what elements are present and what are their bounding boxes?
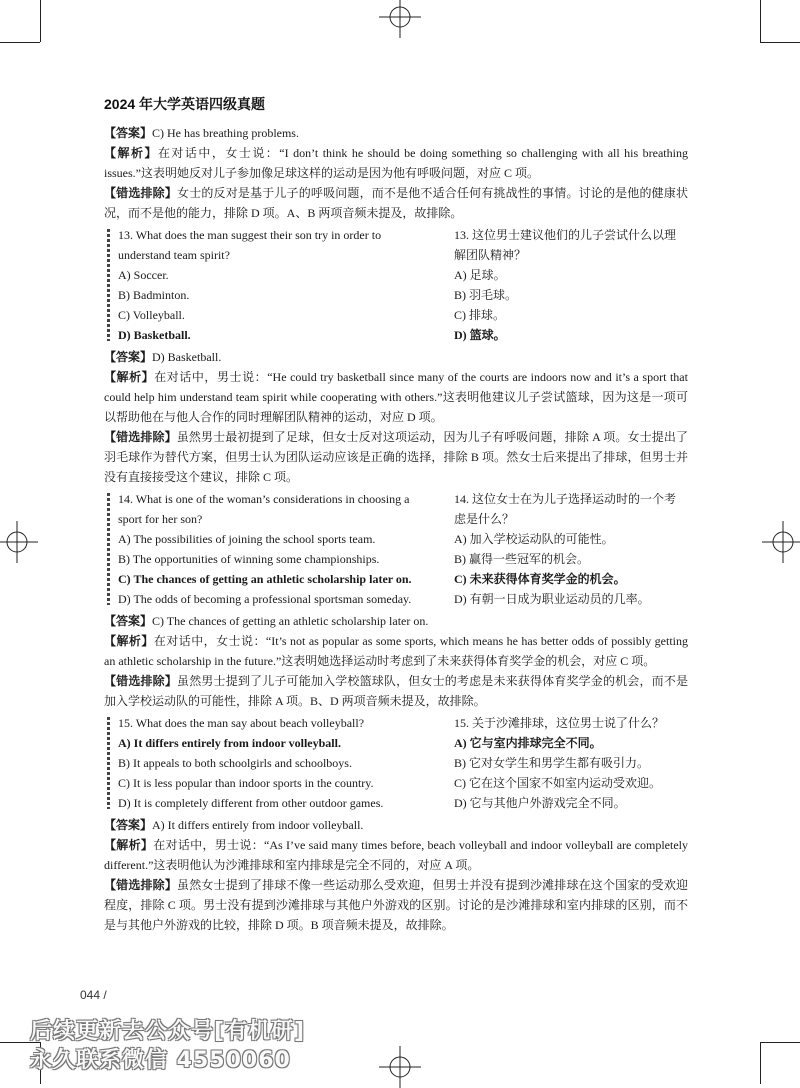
paragraph-text: 在对话中，女士说：“I don’t think he should be doing something so challenging with all his breathing issues.”这表明她反对儿子参加像足球这样的运动是因为他有呼吸问题，对应 C 项。 (104, 146, 688, 180)
registration-mark-icon (379, 1046, 421, 1088)
correct-option: D) Basketball. (118, 328, 191, 342)
section-tag: 【错选排除】 (104, 186, 178, 200)
paragraph-text: D) Basketball. (152, 350, 222, 364)
crop-mark (40, 0, 41, 42)
analysis-paragraph (104, 815, 688, 835)
analysis-paragraph (104, 875, 688, 935)
document-body (104, 123, 688, 935)
crop-mark (760, 1042, 761, 1084)
watermark-line-1: 后续更新去公众号[有机研] (30, 1019, 306, 1044)
registration-mark-icon (379, 0, 421, 38)
section-tag: 【解析】 (104, 634, 154, 648)
paragraph-text: 在对话中，男士说：“As I’ve said many times before, beach volleyball and indoor volleyball are completely different.”这表明他认为沙滩排球和室内排球是完全不同的，对应 A 项。 (104, 838, 688, 872)
question-stem: 15. What does the man say about beach volleyball? (118, 716, 365, 730)
question-chinese (454, 489, 688, 609)
crop-mark (760, 1042, 800, 1043)
answer-option: A) 加入学校运动队的可能性。 (454, 532, 614, 546)
answer-option: B) 它对女学生和男学生都有吸引力。 (454, 756, 650, 770)
question-english (118, 225, 454, 345)
crop-mark (760, 42, 800, 43)
paragraph-text: 在对话中，男士说：“He could try basketball since many of the courts are indoors now and it’s a sport that could help him understand team spirit while cooperating with others.”这表明他建议儿子尝试篮球，因为这是一项可以帮助他在与他人合作的同时理解团队精神的运动，对应 D 项。 (104, 370, 688, 424)
paragraph-text: C) The chances of getting an athletic scholarship later on. (152, 614, 429, 628)
answer-option: D) 有朝一日成为职业运动员的几率。 (454, 592, 650, 606)
section-tag: 【错选排除】 (104, 878, 178, 892)
watermark-line-2: 永久联系微信 4550060 (30, 1048, 291, 1073)
question-stem: 14. What is one of the woman’s considerations in choosing a (118, 492, 410, 506)
answer-option: B) 赢得一些冠军的机会。 (454, 552, 590, 566)
question-stem: understand team spirit? (118, 248, 230, 262)
question-stem: 13. 这位男士建议他们的儿子尝试什么以理 (454, 228, 677, 242)
answer-option: B) 羽毛球。 (454, 288, 518, 302)
analysis-paragraph (104, 671, 688, 711)
answer-option: C) It is less popular than indoor sports in the country. (118, 776, 374, 790)
question-block (104, 489, 688, 609)
question-english (118, 713, 454, 813)
correct-option: C) The chances of getting an athletic scholarship later on. (118, 572, 412, 586)
paragraph-text: C) He has breathing problems. (152, 126, 299, 140)
correct-option: A) It differs entirely from indoor volleyball. (118, 736, 341, 750)
answer-option: D) The odds of becoming a professional sportsman someday. (118, 592, 412, 606)
analysis-paragraph (104, 123, 688, 143)
answer-option: A) 足球。 (454, 268, 506, 282)
paragraph-text: 虽然女士提到了排球不像一些运动那么受欢迎，但男士并没有提到沙滩排球在这个国家的受欢迎程度，排除 C 项。男士没有提到沙滩排球与其他户外游戏的区别。讨论的是沙滩排球和室内排球的区别，而不是与其他户外游戏的比较，排除 D 项。B 项音频未提及，故排除。 (104, 878, 688, 932)
question-stem: 15. 关于沙滩排球，这位男士说了什么？ (454, 716, 665, 730)
question-block (104, 225, 688, 345)
answer-option: C) Volleyball. (118, 308, 185, 322)
answer-option: B) It appeals to both schoolgirls and schoolboys. (118, 756, 352, 770)
question-stem: 虑是什么？ (454, 512, 515, 526)
correct-option: D) 篮球。 (454, 328, 506, 342)
section-tag: 【答案】 (104, 818, 153, 832)
section-tag: 【解析】 (104, 838, 154, 852)
question-chinese (454, 713, 688, 813)
answer-option: A) Soccer. (118, 268, 169, 282)
answer-option: C) 它在这个国家不如室内运动受欢迎。 (454, 776, 662, 790)
paragraph-text: 虽然男士最初提到了足球，但女士反对这项运动，因为儿子有呼吸问题，排除 A 项。女士提出了羽毛球作为替代方案，但男士认为团队运动应该是正确的选择，排除 B 项。然女士后来提出了排球，但男士并没有直接接受这个建议，排除 C 项。 (104, 430, 688, 484)
analysis-paragraph (104, 143, 688, 183)
section-tag: 【解析】 (104, 370, 155, 384)
question-stem: 13. What does the man suggest their son try in order to (118, 228, 382, 242)
question-stem: sport for her son? (118, 512, 203, 526)
answer-option: A) The possibilities of joining the school sports team. (118, 532, 376, 546)
registration-mark-icon (762, 521, 800, 563)
analysis-paragraph (104, 183, 688, 223)
question-stem: 解团队精神？ (454, 248, 527, 262)
question-stem: 14. 这位女士在为儿子选择运动时的一个考 (454, 492, 677, 506)
section-tag: 【错选排除】 (104, 430, 177, 444)
crop-mark (0, 42, 40, 43)
analysis-paragraph (104, 611, 688, 631)
paragraph-text: 虽然男士提到了儿子可能加入学校篮球队，但女士的考虑是未来获得体育奖学金的机会，而不是加入学校运动队的可能性，排除 A 项。B、D 两项音频未提及，故排除。 (104, 674, 688, 708)
correct-option: C) 未来获得体育奖学金的机会。 (454, 572, 626, 586)
correct-option: A) 它与室内排球完全不同。 (454, 736, 602, 750)
section-tag: 【解析】 (104, 146, 158, 160)
page-title: 2024 年大学英语四级真题 (104, 96, 266, 112)
answer-option: B) Badminton. (118, 288, 190, 302)
analysis-paragraph (104, 347, 688, 367)
analysis-paragraph (104, 367, 688, 427)
page-number: 044 / (80, 988, 107, 1002)
answer-option: D) 它与其他户外游戏完全不同。 (454, 796, 626, 810)
answer-option: D) It is completely different from other outdoor games. (118, 796, 384, 810)
section-tag: 【答案】 (104, 350, 153, 364)
question-block (104, 713, 688, 813)
question-english (118, 489, 454, 609)
paragraph-text: 女士的反对是基于儿子的呼吸问题，而不是他不适合任何有挑战性的事情。讨论的是他的健康状况，而不是他的能力，排除 D 项。A、B 两项音频未提及，故排除。 (104, 186, 688, 220)
section-tag: 【答案】 (104, 614, 153, 628)
analysis-paragraph (104, 427, 688, 487)
answer-option: B) The opportunities of winning some championships. (118, 552, 380, 566)
crop-mark (760, 0, 761, 42)
section-tag: 【错选排除】 (104, 674, 178, 688)
question-chinese (454, 225, 688, 345)
registration-mark-icon (0, 521, 38, 563)
analysis-paragraph (104, 631, 688, 671)
paragraph-text: A) It differs entirely from indoor volleyball. (152, 818, 364, 832)
paragraph-text: 在对话中，女士说：“It’s not as popular as some sports, which means he has better odds of possibly getting an athletic scholarship in the future.”这表明她选择运动时考虑到了未来获得体育奖学金的机会，对应 C 项。 (104, 634, 688, 668)
answer-option: C) 排球。 (454, 308, 506, 322)
analysis-paragraph (104, 835, 688, 875)
section-tag: 【答案】 (104, 126, 153, 140)
